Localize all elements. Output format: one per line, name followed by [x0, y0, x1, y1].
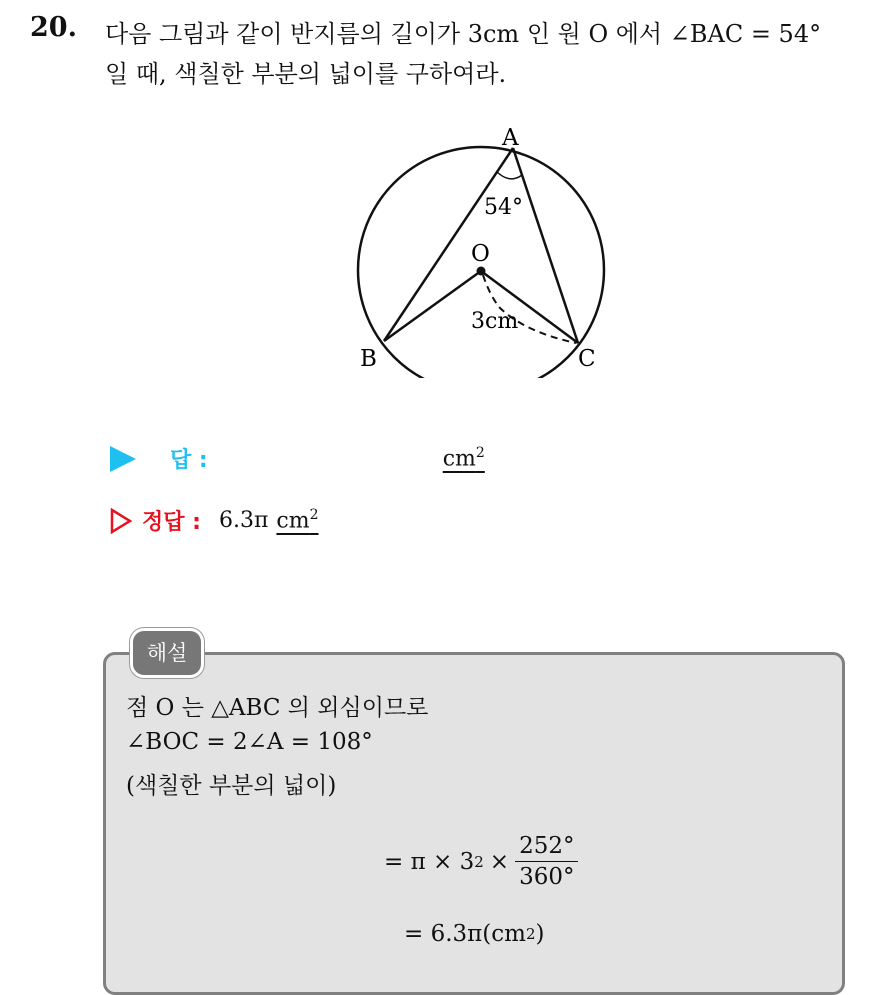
solution-tab: 해설: [130, 628, 204, 678]
label-a: A: [502, 125, 519, 151]
correct-unit: $cm^2$: [276, 507, 319, 534]
fraction-numerator: 252°: [515, 833, 578, 862]
question-text-line-1: 다음 그림과 같이 반지름의 길이가 3cm 인 원 O 에서 ∠BAC = 54°: [105, 20, 822, 48]
answer-label: 답 :: [170, 448, 208, 473]
label-o: O: [471, 241, 490, 267]
correct-value: 6.3π: [218, 508, 269, 533]
center-point: [477, 267, 486, 276]
question-text-line-2: 일 때, 색칠한 부분의 넓이를 구하여라.: [105, 60, 507, 88]
solution-equation-2: = 6.3π(cm 2 ): [404, 921, 545, 947]
fraction: [515, 833, 578, 890]
radius-label: 3cm: [471, 309, 519, 334]
correct-row: [110, 505, 319, 536]
correct-marker-icon: [110, 508, 132, 534]
segment-ob: [384, 271, 481, 341]
label-b: B: [360, 346, 377, 372]
correct-label: 정답 :: [142, 510, 201, 535]
solution-line-2: ∠BOC = 2∠A = 108°: [126, 729, 373, 755]
segment-ac: [513, 148, 578, 343]
answer-unit: $cm^2$: [442, 445, 485, 472]
solution-equation-1: = π × 3 2 × $\frac{252^\circ}{360^\circ}$: [384, 833, 578, 890]
angle-arc-a: [497, 172, 522, 179]
solution-box: [103, 652, 845, 995]
answer-marker-icon: [110, 446, 136, 472]
question-number: 20.: [30, 12, 77, 43]
circle-figure: [340, 118, 620, 378]
angle-label: 54°: [484, 195, 523, 220]
solution-line-1: 점 O 는 △ABC 의 외심이므로: [126, 695, 429, 721]
solution-line-3: (색칠한 부분의 넓이): [126, 773, 337, 799]
fraction-denominator: 360°: [519, 864, 575, 890]
label-c: C: [578, 346, 596, 372]
answer-row: [110, 443, 485, 474]
question-text: [105, 14, 875, 94]
